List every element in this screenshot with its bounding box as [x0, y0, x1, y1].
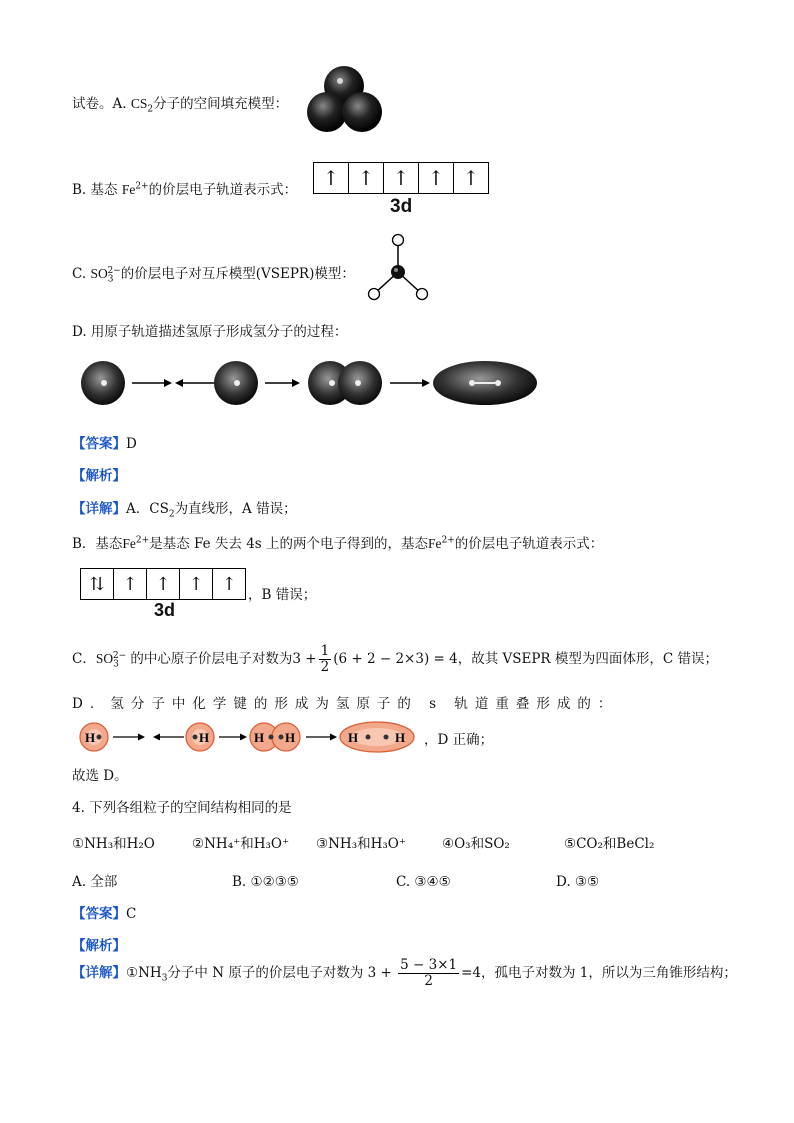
choice-d: D. ③⑤: [556, 874, 600, 890]
orbital-box: [147, 569, 180, 599]
hydrogen-label: H: [285, 730, 296, 745]
pair-2: ②NH₄⁺和H₃O⁺: [192, 836, 290, 852]
question-4-title: 4. 下列各组粒子的空间结构相同的是: [72, 800, 292, 816]
orbital-box: [114, 569, 147, 599]
choice-b: B. ①②③⑤: [232, 874, 299, 890]
orbital-box: [213, 569, 245, 599]
option-a: 试卷。A. $CS_2$分子的空间填充模型：: [72, 96, 289, 115]
pair-3: ③NH₃和H₃O⁺: [316, 836, 406, 852]
detail-d: D．氢分子中化学键的形成为氢原子的 s 轨道重叠形成的：: [72, 696, 619, 712]
detail-c: C．$SO_3^{2-}$ 的中心原子价层电子对数为3 + $\frac{1}{2}$ (6 + 2 − 2×3) = 4，故其 VSEPR 模型为四面体形，C 错误；: [72, 643, 719, 675]
orbital-box: [81, 569, 114, 599]
pair-5: ⑤CO₂和BeCl₂: [564, 836, 655, 852]
up-arrow-icon: ↑: [462, 166, 480, 190]
hydrogen-label: H: [348, 730, 359, 745]
fe2-orbital-diagram-answer: [80, 568, 246, 600]
choice-a: A. 全部: [72, 874, 118, 890]
orbital-box: [454, 163, 488, 193]
detail-d-conclusion: ，D 正确；: [424, 732, 494, 748]
orbital-label-3d-answer: 3d: [154, 600, 176, 620]
orbital-box: [314, 163, 349, 193]
up-arrow-icon: ↑: [221, 573, 237, 595]
detail-b-conclusion: ，B 错误；: [248, 587, 317, 603]
answer-line-1: 【答案】D: [72, 436, 137, 452]
fraction: $\frac{5 - 3\times 1}{2}$: [400, 957, 458, 989]
up-arrow-icon: ↑: [155, 573, 171, 595]
detail-b: B．基态$Fe^{2+}$是基态 Fe 失去 4s 上的两个电子得到的，基态$Fe^{2+}$的价层电子轨道表示式：: [72, 535, 604, 552]
h2-formation-diagram-answer: [80, 720, 420, 756]
hydrogen-label: H: [254, 730, 265, 745]
hydrogen-label: H: [199, 730, 210, 745]
up-arrow-icon: ↑: [188, 573, 204, 595]
question-4-pairs: [72, 832, 654, 852]
choice-c: C. ③④⑤: [396, 874, 451, 890]
fraction: $\frac{1}{2}$: [320, 643, 330, 675]
answer-line-2: 【答案】C: [72, 906, 137, 922]
choose-line-1: 故选 D。: [72, 768, 128, 784]
detail-a: 【详解】A．$CS_2$为直线形，A 错误；: [72, 501, 297, 520]
pair-4: ④O₃和SO₂: [442, 836, 510, 852]
hydrogen-label: H: [395, 730, 406, 745]
orbital-box: [419, 163, 454, 193]
orbital-box: [180, 569, 213, 599]
up-down-arrow-icon: ⇅: [89, 573, 105, 595]
h2-formation-diagram-question: [80, 353, 540, 413]
so3-vsepr-model: [362, 232, 442, 302]
analysis-label-2: 【解析】: [72, 938, 126, 954]
option-c: C. $SO_3^{2-}$的价层电子对互斥模型(VSEPR)模型：: [72, 265, 355, 285]
orbital-box: [349, 163, 384, 193]
orbital-label-3d: 3d: [390, 196, 413, 217]
hydrogen-label: H: [85, 730, 96, 745]
detail-2: 【详解】$①NH_3$分子中 N 原子的价层电子对数为 3 + $\frac{5 - 3\times 1}{2}$ =4，孤电子对数为 1，所以为三角锥形结构；: [72, 957, 737, 989]
cs2-space-filling-model: [300, 64, 390, 134]
up-arrow-icon: ↑: [122, 573, 138, 595]
orbital-box: [384, 163, 419, 193]
up-arrow-icon: ↑: [357, 166, 375, 190]
option-d: D. 用原子轨道描述氢原子形成氢分子的过程：: [72, 324, 348, 340]
analysis-label-1: 【解析】: [72, 468, 126, 484]
question-4-choices: [72, 870, 599, 890]
option-b: B. 基态 $Fe^{2+}$的价层电子轨道表示式：: [72, 181, 298, 198]
fe2-orbital-diagram-question: [313, 162, 489, 194]
up-arrow-icon: ↑: [392, 166, 410, 190]
pair-1: ①NH₃和H₂O: [72, 836, 155, 852]
up-arrow-icon: ↑: [427, 166, 445, 190]
up-arrow-icon: ↑: [322, 166, 340, 190]
